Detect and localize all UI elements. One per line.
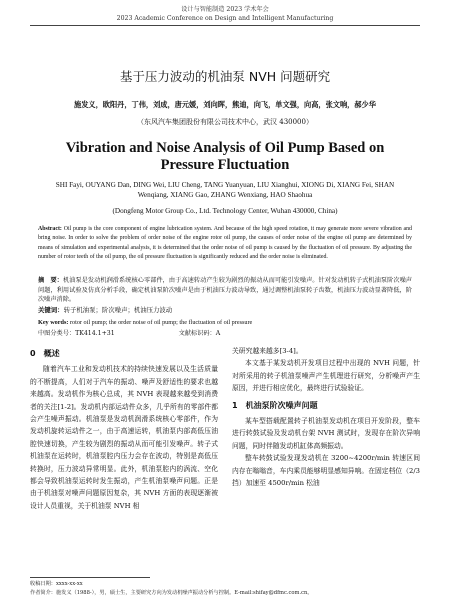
- keywords-en-text: rotor oil pump; the order noise of oil pump; the fluctuation of oil pressure: [69, 319, 253, 326]
- footnote-rule: [30, 577, 150, 578]
- keywords-cn-label: 关键词：: [38, 306, 64, 314]
- section-0-paragraph-2: 本文基于某发动机开发项目过程中出现的 NVH 问题，针对所采用的转子机油泵噪声产生机理进行研究，分析噪声产生原因，并进行相应优化，最终进行试验验证。: [232, 359, 420, 393]
- abstract-cn-text: 机油泵是发动机润滑系统核心零部件，由于高速转动产生较为剧烈的振动从而可能引发噪声。针对发动机转子式机油泵阶次噪声问题，利用试验及仿真分析手段，确定机油泵阶次噪声是由于机油压力波动导致，通过调整机油泵转子齿数，机油压力波动显著降低，阶次噪声消除。: [38, 277, 412, 304]
- clc-value: TK414.1+31: [75, 330, 115, 337]
- section-0-title: 0 概述: [30, 349, 60, 358]
- clc-label: 中图分类号：: [38, 330, 76, 337]
- abstract-en: [38, 225, 412, 263]
- abstract-en-label: Abstract:: [38, 226, 62, 232]
- section-1-title: 1 机油泵阶次噪声问题: [232, 400, 318, 410]
- keywords-en: [38, 318, 412, 327]
- doc-code-label: 文献标识码：: [178, 330, 216, 337]
- section-1-paragraph-1: 某车型搭载配置转子机油泵发动机在项目开发阶段，整车进行转鼓试验及发动机台架 NVH 测试时，发现存在阶次异响问题，同时伴随发动机缸体高频振动。: [232, 417, 420, 450]
- section-1-paragraph-2: 整车转鼓试验发现发动机在 3200~4200r/min 转速区间内存在嗡嗡音，车内乘员能够明显感知异响。在固定档位（2/3 挡）加速至 4500r/min 松油: [232, 454, 420, 488]
- abstract-cn: [38, 276, 412, 305]
- column-right: [232, 345, 420, 489]
- footnote-received: 收稿日期：xxxx-xx-xx: [30, 581, 83, 587]
- keywords-cn: [38, 305, 412, 315]
- affiliation-cn: （东风汽车集团股份有限公司技术中心，武汉 430000）: [137, 118, 313, 126]
- keywords-en-label: Key words:: [38, 319, 69, 326]
- abstract-cn-label: 摘 要：: [38, 277, 63, 284]
- doc-code-value: A: [215, 330, 221, 337]
- title-en: Vibration and Noise Analysis of Oil Pump Based on Pressure Fluctuation: [65, 140, 385, 173]
- footnote-author: 作者简介：施发义（1988-），男，硕士生，主要研究方向为发动机噪声振动分析与控制。E-mail:shifay@dfmc.com.cn。: [30, 589, 313, 596]
- title-cn: 基于压力波动的机油泵 NVH 问题研究: [119, 69, 331, 84]
- authors-cn: 施发义，欧阳丹，丁伟，刘成，唐元媛，刘向晖，熊迪，向飞，单文强，向高，张文响，郝少华: [74, 100, 376, 109]
- section-0-paragraph-1-continued: 关研究越来越多[3-4]。: [232, 347, 303, 355]
- authors-en: SHI Fayi, OUYANG Dan, DING Wei, LIU Cheng, TANG Yuanyuan, LIU Xianghui, XIONG Di, XIANG Fei, SHAN Wenqiang, XIANG Gao, ZHANG Wenxiang, HAO Shaohua: [55, 181, 395, 199]
- conference-name-cn: 设计与智能制造 2023 学术年会: [181, 6, 269, 13]
- conference-header: [0, 5, 450, 23]
- keywords-cn-text: 转子机油泵；阶次噪声；机油压力波动: [63, 306, 173, 314]
- section-0-paragraph-1: 随着汽车工业和发动机技术的持续快速发展以及生活质量的不断提高，人们对于汽车的振动、噪声及舒适性的要求也越来越高。发动机作为核心总成，其 NVH 表现越来越受到消费者的关注[1-2]。发动机内部运动件众多，几乎所有的零部件都会产生噪声振动。机油泵是发动机润滑系统核心零部件，作为发动机旋转运动件之一，由于高速运转，机油泵内部高低压油腔快速切换，产生较为剧烈的振动从而可能引发噪声。转子式机油泵在运转时，机油泵腔内压力会存在波动，特别是高低压转换时，压力波动异常明显。此外，机油泵腔内的涡流、空化都会导致机油泵运转时发生振动，产生机油泵噪声问题。正是由于机油泵对噪声问题原因复杂，其 NVH 方面的表现逐渐被设计人员重视，关于机油泵 NVH 相: [30, 365, 218, 510]
- footnote: [30, 580, 420, 597]
- affiliation-en: (Dongfeng Motor Group Co., Ltd. Technology Center, Wuhan 430000, China): [112, 207, 338, 215]
- abstract-en-text: Oil pump is the core component of engine lubrication system. And because of the high speed rotation, it may generate more severe vibration and bring noise. In order to solve the problem of order noise of the engine rotor oil pump, the causes of order noise of the engine oil pump are determined by means of simulation and experimental analysis, it is determined that the order noise of oil pump is caused by the fluctuation of oil pressure. By adjusting the number of rotor teeth of the oil pump, the oil pressure fluctuation is significantly reduced and the order noise is eliminated.: [38, 226, 412, 261]
- column-left: [30, 345, 218, 512]
- classification-line: [38, 329, 412, 338]
- header-rule: [30, 25, 420, 26]
- conference-name-en: 2023 Academic Conference on Design and Intelligent Manufacturing: [116, 15, 334, 22]
